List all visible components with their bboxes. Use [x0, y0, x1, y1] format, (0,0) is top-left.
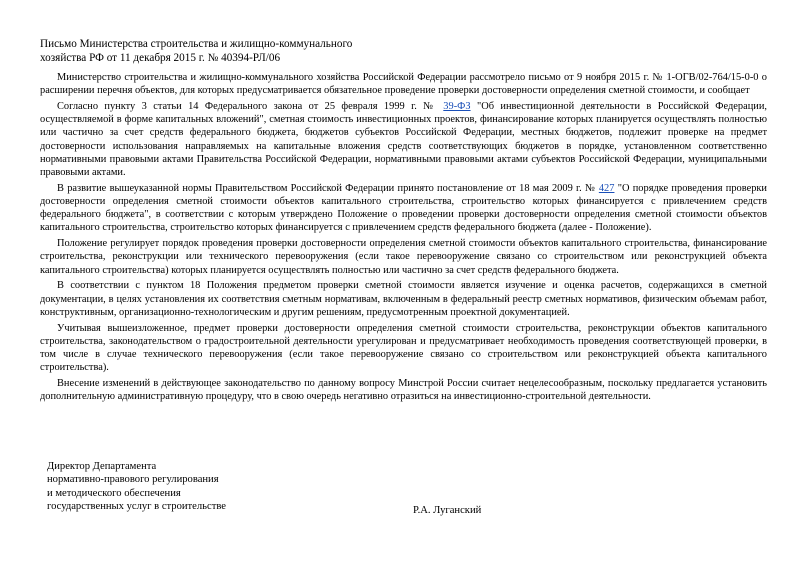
paragraph-final: Внесение изменений в действующее законодательство по данному вопросу Минстрой России считает нецелесообразным, поскольку предлагается установить дополнительную административную процедуру, что в свою очередь негативно отразиться на инвестиционно-строительной деятельности.: [40, 378, 767, 403]
paragraph-intro: Министерство строительства и жилищно-коммунального хозяйства Российской Федерации рассмотрело письмо от 9 ноября 2015 г. № 1-ОГВ/02-764/15-0-0 о расширении перечня объектов, для которых предусматривается обязательное проведение проверки достоверности определения сметной стоимости, и сообщает: [40, 72, 767, 97]
paragraph-federal-law: [40, 100, 767, 179]
signature-line-3: и методического обеспечения: [47, 487, 181, 499]
signature-line-4: государственных услуг в строительстве: [47, 500, 226, 512]
paragraph-government-decree-pre: В развитие вышеуказанной нормы Правительством Российской Федерации принято постановление от 18 мая 2009 г. №: [57, 182, 599, 194]
signatory-name: Р.А. Луганский: [413, 505, 482, 516]
paragraph-regulation-scope: Положение регулирует порядок проведения проверки достоверности определения сметной стоимости объектов капитального строительства, финансирование строительства, реконструкции или технического перевооружения (если такое перевооружение связано со строительством или реконструкцией объекта капитального строительства) которых планируется осуществлять полностью или частично за счет средств федерального бюджета.: [40, 238, 767, 276]
title-line-2: хозяйства РФ от 11 декабря 2015 г. № 40394-РЛ/06: [40, 51, 281, 64]
paragraph-government-decree-post: "О порядке проведения проверки достоверности определения сметной стоимости объектов капитального строительства, строительство которых финансируется с привлечением средств федерального бюджета", в соответствии с которым утверждено Положение о проведении проверки достоверности определения сметной стоимости объектов капитального строительства, строительство которых финансируется с привлечением средств федерального бюджета (далее - Положение).: [40, 182, 767, 234]
signature-line-2: нормативно-правового регулирования: [47, 474, 219, 486]
law-39fz-link[interactable]: 39-ФЗ: [443, 101, 471, 112]
paragraph-federal-law-post: "Об инвестиционной деятельности в Российской Федерации, осуществляемой в форме капитальных вложений", сметная стоимость инвестиционных проектов, финансирование которых планируется осуществлять полностью или частично за счет средств федерального бюджета, бюджетов субъектов Российской Федерации, местных бюджетов, подлежит проверке на предмет достоверности использования направляемых на капитальные вложения средств соответствующих бюджетов в порядке, установленном соответственно нормативными правовыми актами Правительства Российской Федерации, нормативными правовыми актами субъектов Российской Федерации, муниципальными правовыми актами.: [40, 101, 767, 179]
document-body: [40, 71, 767, 406]
signature-line-1: Директор Департамента: [47, 461, 157, 472]
paragraph-federal-law-pre: Согласно пункту 3 статьи 14 Федерального закона от 25 февраля 1999 г. №: [57, 101, 444, 112]
document-title: [40, 38, 460, 65]
paragraph-government-decree: [40, 182, 767, 235]
paragraph-point-18: В соответствии с пунктом 18 Положения предметом проверки сметной стоимости является изучение и оценка расчетов, содержащихся в сметной документации, в целях установления их соответствия сметным нормативам, включенным в федеральный реестр сметных нормативов, физическим объемам работ, конструктивным, организационно-технологическим и другим решениям, предусмотренным проектной документацией.: [40, 280, 767, 318]
paragraph-conclusion: Учитывая вышеизложенное, предмет проверки достоверности определения сметной стоимости строительства, реконструкции объектов капитального строительства, законодательством о градостроительной деятельности урегулирован и предусматривает необходимость проведения соответствующей проверки, в том числе в случае технического перевооружения (если такое перевооружение связано со строительством или реконструкцией объекта капитального строительства).: [40, 322, 767, 374]
decree-427-link[interactable]: 427: [598, 182, 615, 194]
title-line-1: Письмо Министерства строительства и жилищно-коммунального: [40, 38, 353, 50]
